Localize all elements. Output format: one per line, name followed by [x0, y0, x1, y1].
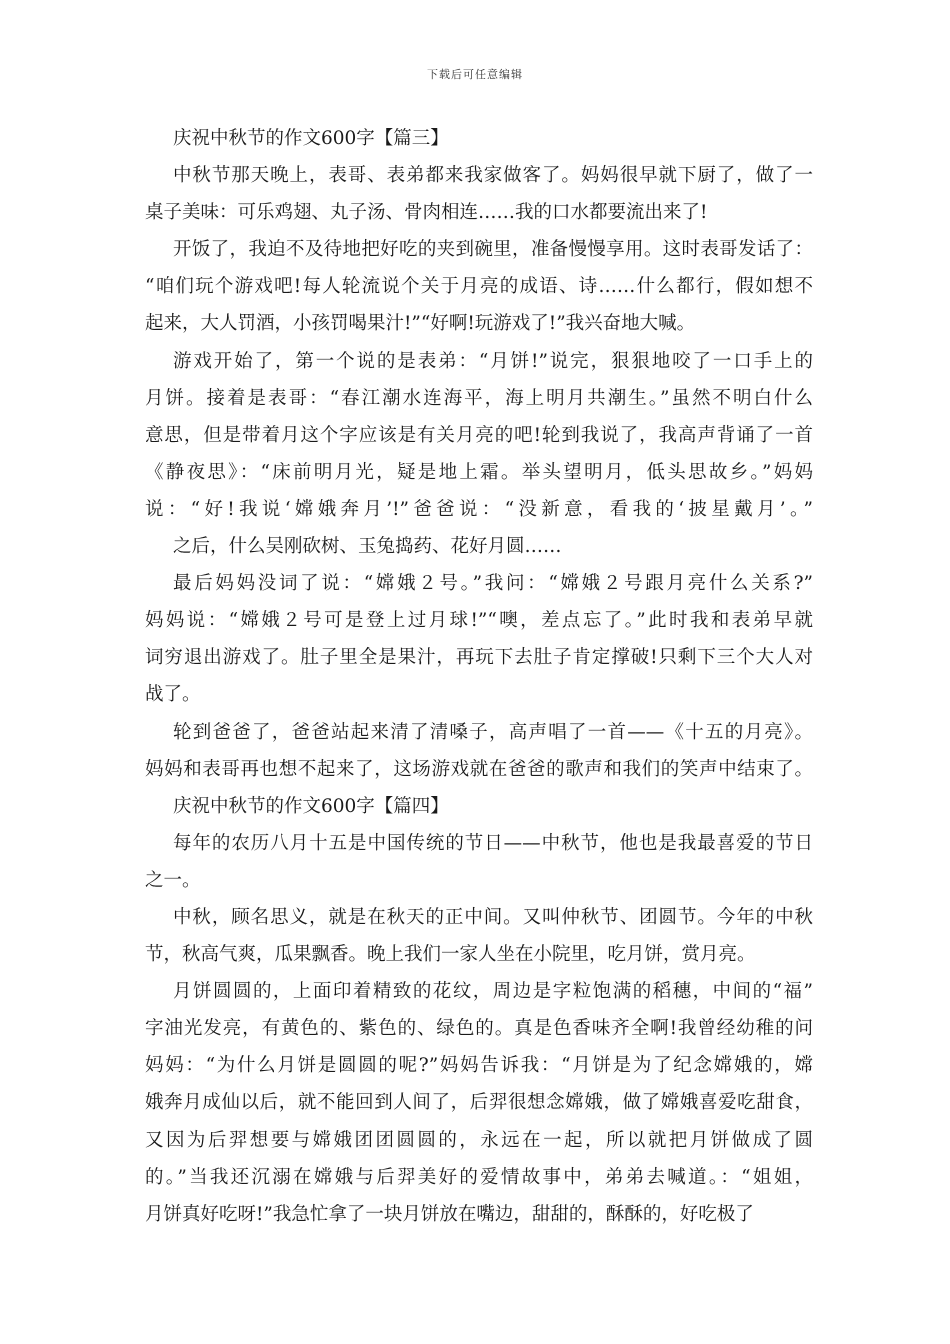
- text-line: 意思，但是带着月这个字应该是有关月亮的吧!轮到我说了，我高声背诵了一首: [145, 424, 813, 446]
- text-line: 说：“好!我说‘嫦娥奔月’!”爸爸说：“没新意，看我的‘披星戴月’。”: [145, 498, 813, 520]
- text-line: 每年的农历八月十五是中国传统的节日——中秋节，他也是我最喜爱的节日: [173, 832, 813, 854]
- document-body: [145, 120, 813, 1233]
- text-line: 轮到爸爸了，爸爸站起来清了清嗓子，高声唱了一首——《十五的月亮》。: [173, 721, 813, 743]
- text-line: 词穷退出游戏了。肚子里全是果汁，再玩下去肚子肯定撑破!只剩下三个大人对: [145, 647, 813, 669]
- text-line: 《静夜思》：“床前明月光，疑是地上霜。举头望明月，低头思故乡。”妈妈: [145, 461, 813, 483]
- text-line: 中秋，顾名思义，就是在秋天的正中间。又叫仲秋节、团圆节。今年的中秋: [173, 906, 813, 928]
- text-line: 战了。: [145, 684, 201, 706]
- text-line: 庆祝中秋节的作文600字【篇四】: [173, 795, 449, 817]
- text-line: 之一。: [145, 869, 201, 891]
- text-line: 中秋节那天晚上，表哥、表弟都来我家做客了。妈妈很早就下厨了，做了一: [173, 165, 813, 187]
- text-line: 桌子美味：可乐鸡翅、丸子汤、骨肉相连……我的口水都要流出来了!: [145, 202, 708, 224]
- page-header: 下载后可任意编辑: [427, 68, 523, 81]
- text-line: 庆祝中秋节的作文600字【篇三】: [173, 128, 449, 149]
- text-line: 妈妈说：“嫦娥２号可是登上过月球!”“噢，差点忘了。”此时我和表弟早就: [145, 610, 813, 632]
- text-line: “咱们玩个游戏吧!每人轮流说个关于月亮的成语、诗……什么都行，假如想不: [145, 276, 813, 298]
- text-line: 之后，什么吴刚砍树、玉兔捣药、花好月圆……: [173, 536, 562, 558]
- text-line: 起来，大人罚酒，小孩罚喝果汁!”“好啊!玩游戏了!”我兴奋地大喊。: [145, 313, 696, 335]
- text-line: 又因为后羿想要与嫦娥团团圆圆的，永远在一起，所以就把月饼做成了圆: [145, 1129, 813, 1151]
- text-line: 妈妈：“为什么月饼是圆圆的呢?”妈妈告诉我：“月饼是为了纪念嫦娥的，嫦: [145, 1055, 813, 1077]
- text-line: 月饼真好吃呀!”我急忙拿了一块月饼放在嘴边，甜甜的，酥酥的，好吃极了: [145, 1203, 754, 1225]
- text-line: 月饼圆圆的，上面印着精致的花纹，周边是字粒饱满的稻穗，中间的“福”: [173, 981, 813, 1003]
- text-line: 开饭了，我迫不及待地把好吃的夹到碗里，准备慢慢享用。这时表哥发话了：: [173, 239, 813, 261]
- text-line: 娥奔月成仙以后，就不能回到人间了，后羿很想念嫦娥，做了嫦娥喜爱吃甜食，: [145, 1092, 813, 1114]
- text-line: 妈妈和表哥再也想不起来了，这场游戏就在爸爸的歌声和我们的笑声中结束了。: [145, 758, 813, 780]
- text-line: 节，秋高气爽，瓜果飘香。晚上我们一家人坐在小院里，吃月饼，赏月亮。: [145, 944, 756, 966]
- text-line: 字油光发亮，有黄色的、紫色的、绿色的。真是色香味齐全啊!我曾经幼稚的问: [145, 1018, 813, 1040]
- text-line: 最后妈妈没词了说：“嫦娥２号。”我问：“嫦娥２号跟月亮什么关系?”: [173, 573, 813, 595]
- text-line: 游戏开始了，第一个说的是表弟：“月饼!”说完，狠狠地咬了一口手上的: [173, 350, 813, 372]
- text-line: 月饼。接着是表哥：“春江潮水连海平，海上明月共潮生。”虽然不明白什么: [145, 387, 813, 409]
- text-line: 的。”当我还沉溺在嫦娥与后羿美好的爱情故事中，弟弟去喊道。：“姐姐，: [145, 1166, 813, 1188]
